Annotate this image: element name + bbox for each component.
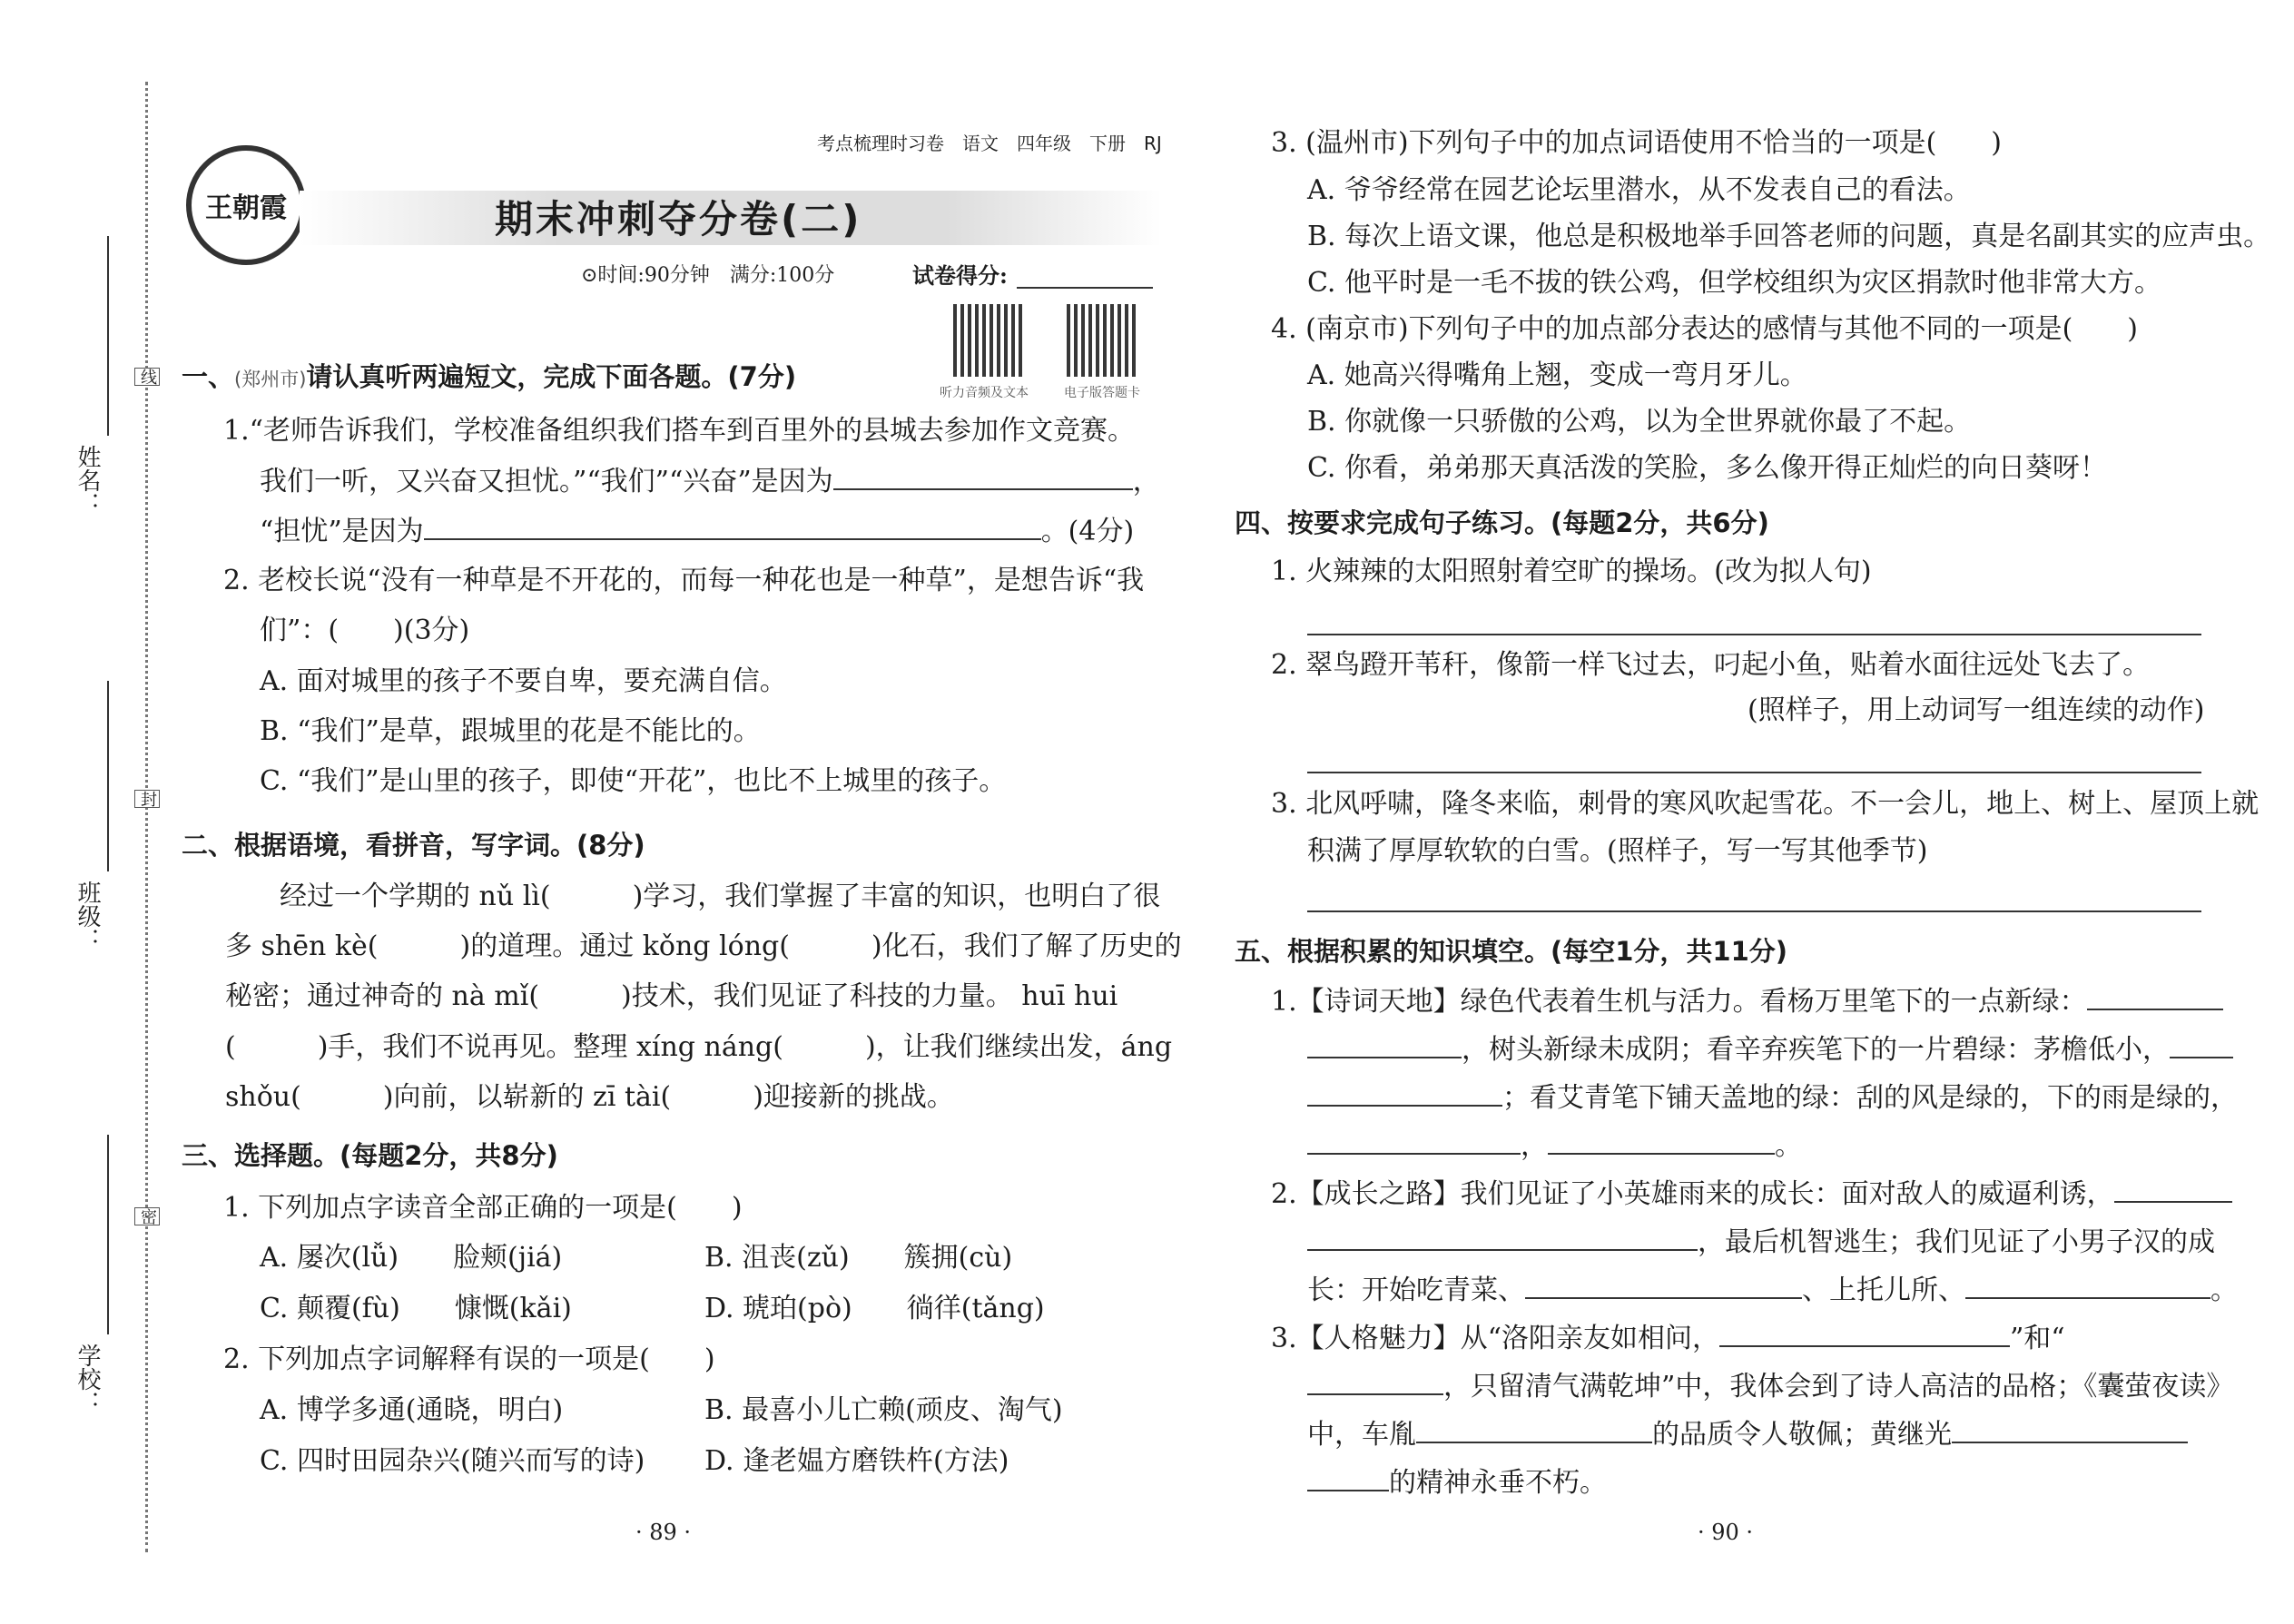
s4-q2-instruction: (照样子，用上动词写一组连续的动作): [1748, 694, 2205, 726]
s3-q3-b[interactable]: B. 每次上语文课，他总是积极地举手回答老师的问题，真是名副其实的应声虫。: [1307, 221, 2271, 252]
class-label: 班级：: [74, 881, 101, 951]
s3-q4-c[interactable]: C. 你看，弟弟那天真活泼的笑脸，多么像开得正灿烂的向日葵呀！: [1307, 452, 2107, 484]
q1-blank-2[interactable]: [424, 515, 1041, 540]
school-field[interactable]: [107, 1135, 109, 1334]
s5-blank-3[interactable]: [2170, 1033, 2233, 1058]
s5-q1-line1: 1.【诗词天地】绿色代表着生机与活力。看杨万里笔下的一点新绿：: [1271, 985, 2223, 1019]
s5-blank-5[interactable]: [1307, 1129, 1521, 1155]
s5-blank-15[interactable]: [1307, 1466, 1389, 1491]
s3-q1-c[interactable]: C. 颠覆(fù) 慷慨(kǎi): [260, 1293, 572, 1324]
q2-option-b[interactable]: B. “我们”是草，跟城里的花是不能比的。: [260, 715, 761, 747]
qr-caption-answer: 电子版答题卡: [1064, 386, 1140, 400]
pinyin-line-2: 多 shēn kè( )的道理。通过 kǒng lóng( )化石，我们了解了历史的: [225, 930, 1182, 962]
s4-q1: 1. 火辣辣的太阳照射着空旷的操场。(改为拟人句): [1271, 556, 1872, 587]
exam-time: ⊙时间:90分钟 满分:100分: [581, 264, 835, 287]
s3-q2-d[interactable]: D. 逢老媪方磨铁杵(方法): [704, 1445, 1009, 1477]
s3-q1-a[interactable]: A. 屡次(lǚ) 脸颊(jiá): [260, 1242, 563, 1274]
q1-line2: 我们一听，又兴奋又担忧。”“我们”“兴奋”是因为 ，: [260, 466, 1160, 497]
s5-q1-line3: ；看艾青笔下铺天盖地的绿：刮的风是绿的，下的雨是绿的，: [1307, 1081, 2238, 1115]
s3-q2: 2. 下列加点字词解释有误的一项是( ): [223, 1343, 715, 1375]
logo-text: 王朝霞: [205, 192, 287, 224]
s4-q3-line2: 积满了厚厚软软的白雪。(照样子，写一写其他季节): [1307, 835, 1928, 867]
s5-blank-4[interactable]: [1307, 1081, 1502, 1107]
series-info: 考点梳理时习卷 语文 四年级 下册 RJ: [817, 133, 1162, 154]
s4-q3: 3. 北风呼啸，隆冬来临，刺骨的寒风吹起雪花。不一会儿，地上、树上、屋顶上就: [1271, 788, 2260, 820]
section-2-title: 二、根据语境，看拼音，写字词。(8分): [182, 830, 645, 861]
school-label: 学校：: [74, 1343, 101, 1414]
s3-q4-b[interactable]: B. 你就像一只骄傲的公鸡，以为全世界就你最了不起。: [1307, 406, 1972, 438]
brand-logo: [186, 145, 306, 265]
page-number-right: · 90 ·: [1698, 1520, 1754, 1545]
s3-q1-d[interactable]: D. 琥珀(pò) 徜徉(tǎng): [704, 1293, 1045, 1324]
s5-blank-6[interactable]: [1548, 1129, 1775, 1155]
qr-code-answer[interactable]: [1067, 304, 1139, 377]
s3-q1-b[interactable]: B. 沮丧(zǔ) 簇拥(cù): [704, 1242, 1013, 1274]
binding-line: [145, 82, 148, 1552]
q2-line2: 们”：( )(3分): [260, 615, 470, 646]
s3-q2-c[interactable]: C. 四时田园杂兴(随兴而写的诗): [260, 1445, 645, 1477]
s3-q4: 4. (南京市)下列句子中的加点部分表达的感情与其他不同的一项是( ): [1271, 313, 2138, 345]
pinyin-line-4: ( )手，我们不说再见。整理 xíng náng( )，让我们继续出发，áng: [225, 1031, 1173, 1063]
s5-q3-line1: 3.【人格魅力】从“洛阳亲友如相问， ”和“: [1271, 1323, 2065, 1354]
q2-option-a[interactable]: A. 面对城里的孩子不要自卑，要充满自信。: [260, 665, 787, 697]
s5-blank-12[interactable]: [1307, 1370, 1443, 1395]
s5-blank-13[interactable]: [1416, 1418, 1652, 1443]
name-field[interactable]: [107, 236, 109, 436]
s3-q4-a[interactable]: A. 她高兴得嘴角上翘，变成一弯月牙儿。: [1307, 359, 1807, 391]
qr-caption-audio: 听力音频及文本: [940, 386, 1029, 400]
s5-q3-line3: 中，车胤 的品质令人敬佩；黄继光: [1307, 1418, 2188, 1452]
seal-mark-xian: 线: [134, 368, 160, 386]
q1-line3: “担忧”是因为 。(4分): [260, 516, 1135, 547]
s5-q3-line2: ，只留清气满乾坤”中，我体会到了诗人高洁的品格；《囊萤夜读》: [1307, 1370, 2233, 1403]
s5-blank-10[interactable]: [1965, 1274, 2210, 1299]
q2-line1: 2. 老校长说“没有一种草是不开花的，而每一种花也是一种草”，是想告诉“我: [223, 565, 1145, 596]
s5-blank-11[interactable]: [1719, 1322, 2010, 1347]
s5-q2-line3: 长：开始吃青菜、 、上托儿所、 。: [1307, 1275, 2238, 1306]
s5-blank-1[interactable]: [2087, 985, 2223, 1010]
s4-q2-answer-line[interactable]: [1307, 772, 2201, 773]
s5-q1-line4: ， 。: [1307, 1129, 1802, 1163]
s5-blank-7[interactable]: [2114, 1177, 2232, 1203]
score-label: 试卷得分:: [912, 262, 1008, 289]
section-1-title: 一、(郑州市)请认真听两遍短文，完成下面各题。(7分): [182, 361, 797, 392]
name-label: 姓名：: [74, 445, 101, 516]
s5-blank-9[interactable]: [1525, 1274, 1802, 1299]
page-title: 期末冲刺夺分卷(二): [495, 197, 862, 241]
s3-q2-b[interactable]: B. 最喜小儿亡赖(顽皮、淘气): [704, 1394, 1063, 1426]
s5-blank-2[interactable]: [1307, 1033, 1462, 1058]
s3-q3-a[interactable]: A. 爷爷经常在园艺论坛里潜水，从不发表自己的看法。: [1307, 174, 1971, 206]
section-3-title: 三、选择题。(每题2分，共8分): [182, 1140, 558, 1171]
s5-q1-line2: ，树头新绿未成阴；看辛弃疾笔下的一片碧绿：茅檐低小，: [1307, 1033, 2233, 1067]
s3-q3: 3. (温州市)下列句子中的加点词语使用不恰当的一项是( ): [1271, 127, 2002, 159]
s4-q1-answer-line[interactable]: [1307, 634, 2201, 635]
seal-mark-mi: 密: [134, 1207, 160, 1225]
q1-blank-1[interactable]: [833, 465, 1133, 490]
s3-q3-c[interactable]: C. 他平时是一毛不拔的铁公鸡，但学校组织为灾区捐款时他非常大方。: [1307, 267, 2161, 299]
section-4-title: 四、按要求完成句子练习。(每题2分，共6分): [1235, 507, 1769, 538]
pinyin-line-1: 经过一个学期的 nǔ lì( )学习，我们掌握了丰富的知识，也明白了很: [280, 881, 1161, 912]
q2-option-c[interactable]: C. “我们”是山里的孩子，即使“开花”，也比不上城里的孩子。: [260, 765, 1007, 797]
score-field[interactable]: [1017, 287, 1153, 289]
seal-mark-feng: 封: [134, 790, 160, 808]
class-field[interactable]: [107, 681, 109, 871]
s3-q1: 1. 下列加点字读音全部正确的一项是( ): [223, 1192, 743, 1224]
section-5-title: 五、根据积累的知识填空。(每空1分，共11分): [1235, 936, 1788, 967]
s5-q3-line4: 的精神永垂不朽。: [1307, 1466, 1607, 1500]
page-number-left: · 89 ·: [635, 1520, 692, 1545]
qr-code-audio[interactable]: [953, 304, 1026, 377]
q1-line1: 1.“老师告诉我们，学校准备组织我们搭车到百里外的县城去参加作文竞赛。: [223, 415, 1135, 447]
s5-blank-8[interactable]: [1307, 1225, 1698, 1251]
s3-q2-a[interactable]: A. 博学多通(通晓，明白): [260, 1394, 564, 1426]
s5-blank-14[interactable]: [1952, 1418, 2188, 1443]
s4-q2: 2. 翠鸟蹬开苇秆，像箭一样飞过去，叼起小鱼，贴着水面往远处飞去了。: [1271, 649, 2151, 681]
s4-q3-answer-line[interactable]: [1307, 910, 2201, 912]
s5-q2-line1: 2.【成长之路】我们见证了小英雄雨来的成长：面对敌人的威逼利诱，: [1271, 1177, 2232, 1211]
s5-q2-line2: ，最后机智逃生；我们见证了小男子汉的成: [1307, 1225, 2215, 1259]
pinyin-line-3: 秘密；通过神奇的 nà mǐ( )技术，我们见证了科技的力量。 huī hui: [225, 980, 1118, 1012]
pinyin-line-5: shǒu( )向前，以崭新的 zī tài( )迎接新的挑战。: [225, 1081, 954, 1113]
